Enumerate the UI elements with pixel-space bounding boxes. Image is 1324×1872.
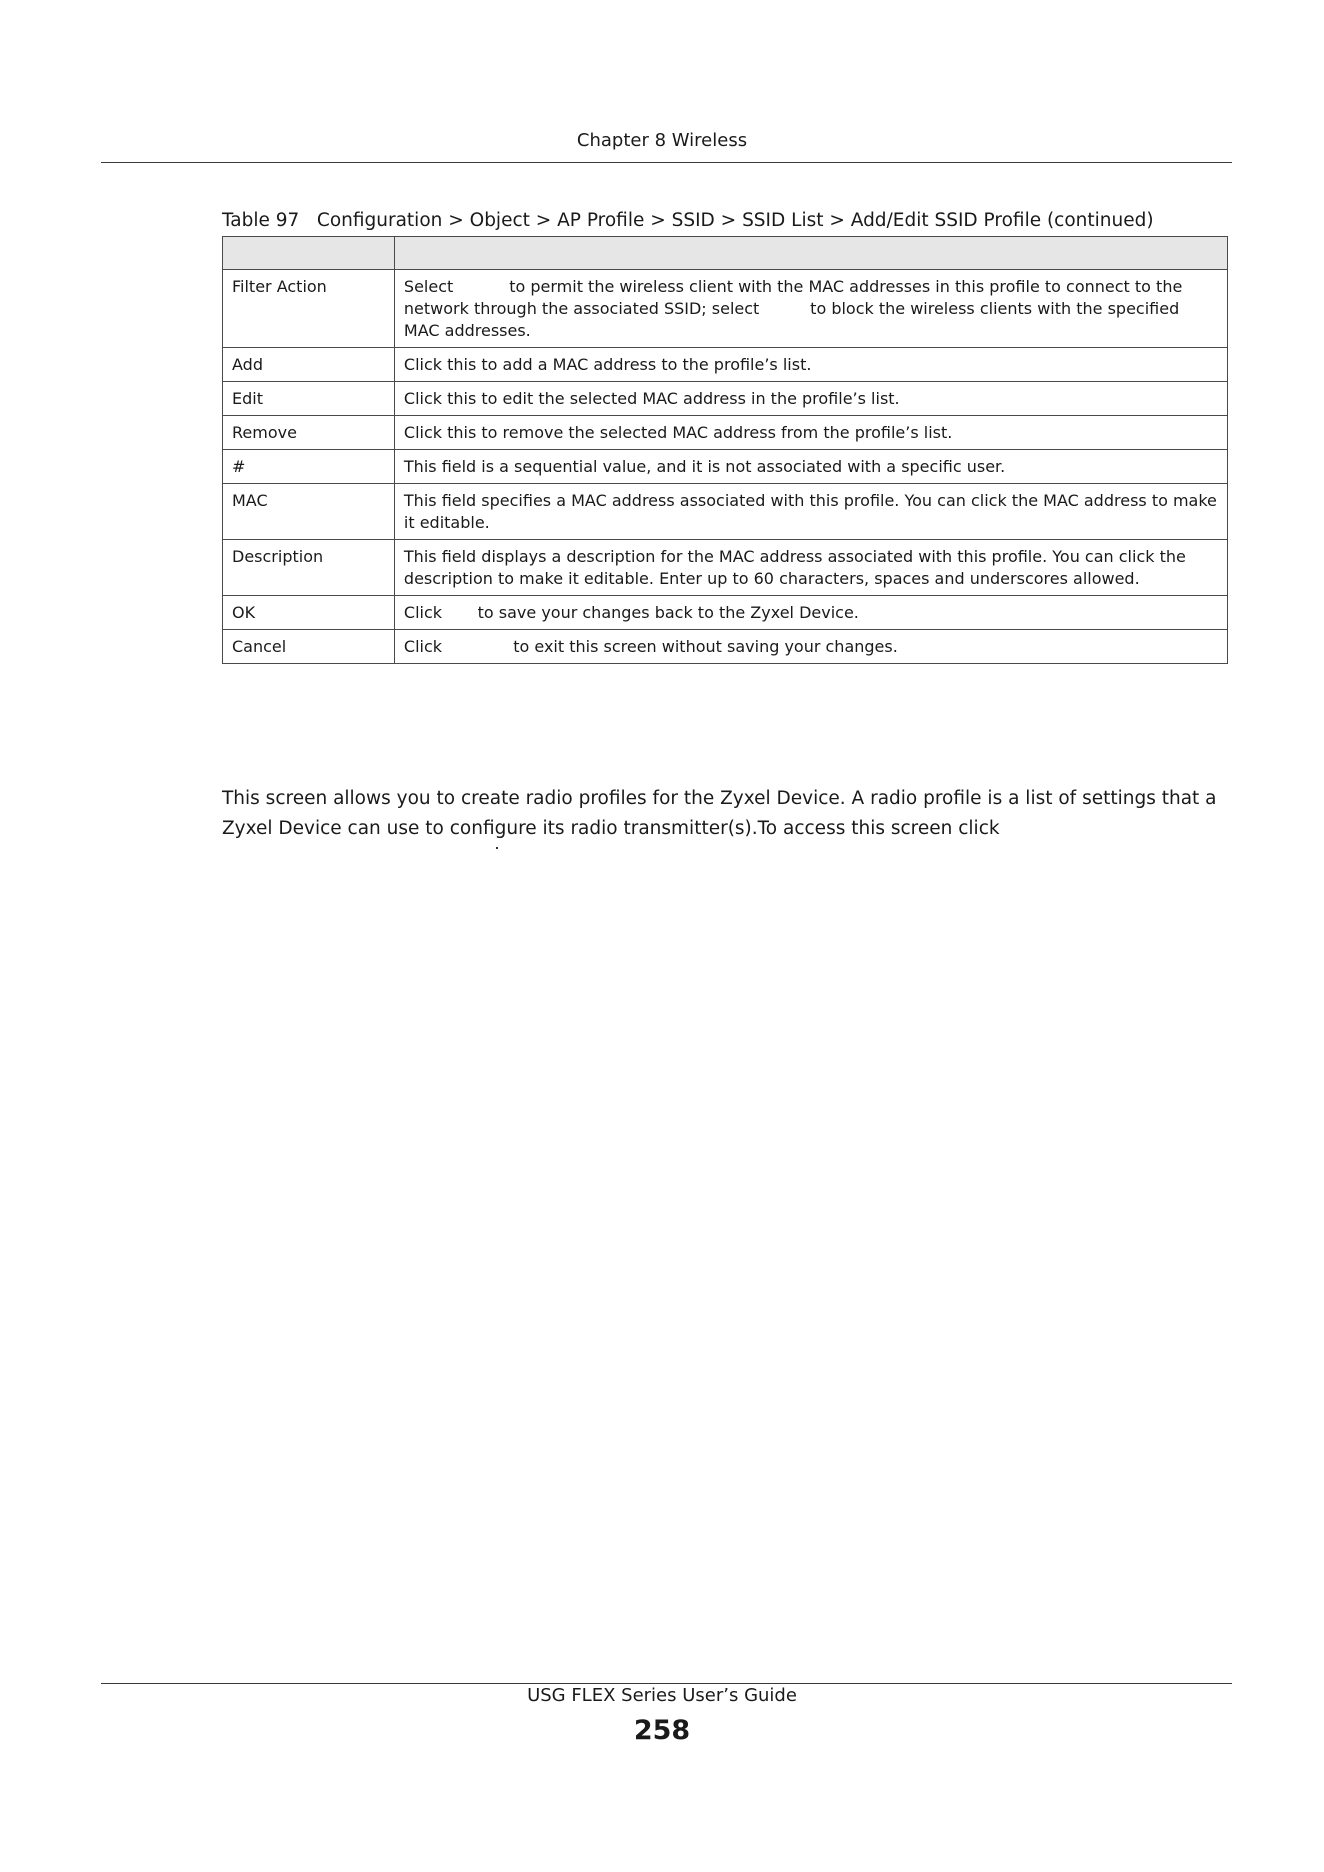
row-label: Edit: [223, 382, 395, 416]
row-label: Filter Action: [223, 270, 395, 348]
guide-title: USG FLEX Series User’s Guide: [527, 1685, 797, 1706]
row-description: Click this to remove the selected MAC address from the profile’s list.: [394, 416, 1227, 450]
row-label: #: [223, 450, 395, 484]
table-header-description: [394, 237, 1227, 270]
table-row: [223, 382, 1228, 416]
row-description: Click this to add a MAC address to the profile’s list.: [394, 348, 1227, 382]
table-header-label: [223, 237, 395, 270]
table-row: [223, 484, 1228, 540]
row-label: Remove: [223, 416, 395, 450]
row-label: MAC: [223, 484, 395, 540]
row-description: This field specifies a MAC address associated with this profile. You can click the MAC address to make it editable.: [394, 484, 1227, 540]
table-caption: Table 97 Configuration > Object > AP Profile > SSID > SSID List > Add/Edit SSID Profile (continued): [222, 210, 1154, 231]
row-description: Click to exit this screen without saving your changes.: [394, 630, 1227, 664]
row-label: Description: [223, 540, 395, 596]
row-description: Click to save your changes back to the Zyxel Device.: [394, 596, 1227, 630]
table-row: [223, 416, 1228, 450]
body-paragraph: This screen allows you to create radio profiles for the Zyxel Device. A radio profile is a list of settings that a Zyxel Device can use to configure its radio transmitter(s).To access this screen click: [222, 788, 1217, 839]
field-description-table: [222, 236, 1228, 664]
table-row: [223, 596, 1228, 630]
table-row: [223, 540, 1228, 596]
row-label: Cancel: [223, 630, 395, 664]
period-mark: [496, 847, 498, 849]
table-header-row: [223, 237, 1228, 270]
table-row: [223, 450, 1228, 484]
header-divider: [101, 162, 1232, 163]
row-description: This field is a sequential value, and it is not associated with a specific user.: [394, 450, 1227, 484]
chapter-header: Chapter 8 Wireless: [576, 130, 748, 151]
table-row: [223, 630, 1228, 664]
row-description: Click this to edit the selected MAC address in the profile’s list.: [394, 382, 1227, 416]
table-row: [223, 270, 1228, 348]
row-label: OK: [223, 596, 395, 630]
row-label: Add: [223, 348, 395, 382]
row-description: Select to permit the wireless client with the MAC addresses in this profile to connect to the network through the associated SSID; select to block the wireless clients with the specified MAC addresses.: [394, 270, 1227, 348]
page-number: 258: [633, 1715, 691, 1746]
row-description: This field displays a description for the MAC address associated with this profile. You can click the description to make it editable. Enter up to 60 characters, spaces and underscores allowed.: [394, 540, 1227, 596]
table-row: [223, 348, 1228, 382]
